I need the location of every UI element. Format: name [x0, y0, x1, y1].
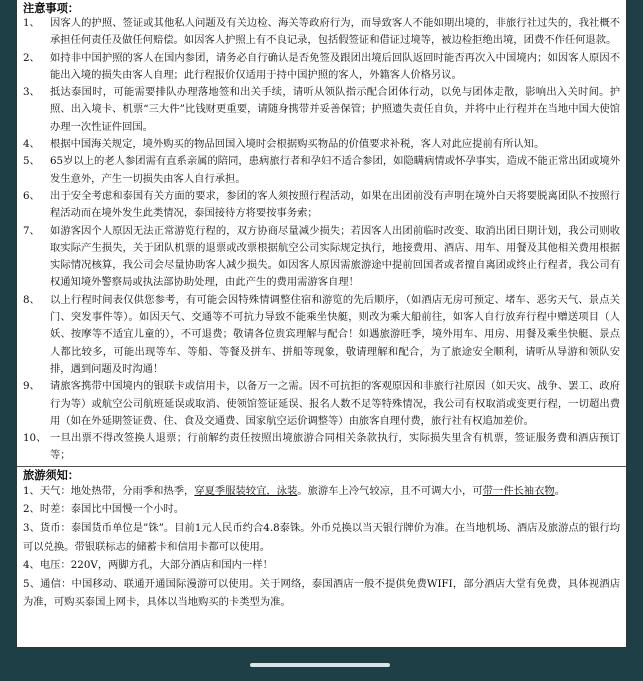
tip-weather-prefix: 1、天气：地处热带，分雨季和热季， — [23, 484, 195, 497]
item-text: 抵达泰国时，可能需要排队办理落地签和出关手续，请听从领队指示配合团体行动，以免与团体走散，影响出入关时间。护照、出入境卡、机票“三大件”比钱财更重要，请随身携带并妥善保管；护照遗失责任自负，并将中止行程并在当地中国大使馆办理一次性证件回国。 — [50, 86, 620, 133]
notice-item — [23, 223, 620, 292]
item-text: 如游客因个人原因无法正常游览行程的，双方协商尽量减少损失；若因客人出团前临时改变、取消出团日期计划，我公司则收取实际产生损失，关于团队机票的退票或改票根据航空公司实际规定执行，地接费用、酒店、用车、用餐及其他相关费用根据实际情况核算，我公司会尽量协助客人减少损失。如因客人原因需旅游途中提前回国者或者擅自离团或终止行程者，我公司有权通知境外警察局或执法部协助处理，由此产生的费用需游客自理！ — [50, 224, 620, 289]
tips-section — [17, 468, 626, 613]
notice-item — [23, 292, 620, 378]
item-text: 因客人的护照、签证或其他私人问题及有关边检、海关等政府行为，而导致客人不能如期出境的，非旅行社过失的，我社概不承担任何责任及做任何赔偿。如因客人护照上有不良记录，包括假签证和借证过境等，被边检拒绝出境，团费不作任何退款。 — [50, 17, 620, 47]
item-text: 一旦出票不得改签换人退票；行前解约责任按照出境旅游合同相关条款执行，实际损失里含有机票，签证服务费和酒店预订等； — [50, 432, 620, 462]
item-number: 1、 — [23, 17, 40, 29]
item-text: 请旅客携带中国境内的银联卡或信用卡，以备万一之需。因不可抗拒的客观原因和非旅行社原因（如天灾、战争、罢工、政府行为等）或航空公司航班延误或取消、使领馆签证延误、报名人数不足等特殊情况，我公司有权取消或变更行程，一切超出费用（如在外延期签证费、住、食及交通费、国家航空运价调整等）由旅客自理付费，旅行社有权追加差价。 — [50, 380, 620, 427]
item-text: 如持非中国护照的客人在国内参团，请务必自行确认是否免签及跟团出境后回队返回时能否再次入中国境内；如因客人原因不能出入境的损失由客人自理；此行程报价仅适用于持中国护照的客人，外籍客人价格另议。 — [50, 51, 620, 81]
notice-item — [23, 153, 620, 188]
item-text: 65岁以上的老人参团需有直系亲属的陪同，患病旅行者和孕妇不适合参团，如隐瞒病情或怀孕事实，造成不能正常出团或境外发生意外，产生一切损失由客人自行承担。 — [50, 155, 620, 185]
item-text: 出于安全考虑和泰国有关方面的要求，参团的客人须按照行程活动，如果在出团前没有声明在境外白天将要脱离团队不按照行程活动而在境外发生此类情况，泰国接待方将要按事务索； — [50, 189, 620, 220]
notice-item — [23, 15, 620, 50]
item-number: 2、 — [23, 51, 40, 64]
notice-item — [23, 430, 620, 465]
notice-item — [23, 188, 620, 223]
item-text: 根据中国海关规定，境外购买的物品回国入境时会根据购买物品的价值要求补税，客人对此应提前有所认知。 — [50, 138, 545, 151]
tip-weather-suffix: 。 — [554, 484, 565, 497]
item-number: 7、 — [23, 224, 40, 237]
tip-item-weather — [23, 482, 620, 501]
notice-item — [23, 136, 620, 153]
item-number: 10、 — [23, 432, 47, 445]
notice-sheet — [16, 0, 627, 648]
tip-item-currency: 3、货币：泰国货币单位是”铢”。目前1元人民币约合4.8泰铢。外币兑换以当天银行牌价为准。在当地机场、酒店及旅游点的银行均可以兑换。带银联标志的储蓄卡和信用卡都可以使用。 — [23, 521, 620, 553]
item-text: 以上行程时间表仅供您参考，有可能会因特殊情调整住宿和游览的先后顺序，（如酒店无房可预定、堵车、恶劣天气、景点关门、突发事件等）。如因天气、交通等不可抗力导致不能乘坐快艇，则改为乘大船前往，如客人自行放弃行程中赠送项目（人妖、按摩等不适宜儿童的），不可退费；敬请各位贵宾理解与配合！如遇旅游旺季，境外用车、用房、用餐及乘坐快艇、景点人都比较多，可能出现等车、等船、等餐及拼车、拼船等现象，敬请理解和配合，为了旅途安全顺利，请听从导游和领队安排，遇到问题及时沟通！ — [50, 293, 620, 375]
notice-item — [23, 50, 620, 85]
notice-item — [23, 378, 620, 430]
notice-item — [23, 84, 620, 136]
tip-item-timezone: 2、时差：泰国比中国慢一个小时。 — [23, 503, 185, 516]
notice-title: 注意事项： — [23, 1, 79, 15]
tip-weather-underline-clothing: 穿夏季服装较宜，泳装 — [194, 484, 298, 497]
item-number: 5、 — [23, 155, 40, 168]
item-number: 4、 — [23, 138, 40, 151]
item-number: 9、 — [23, 380, 40, 393]
tips-title: 旅游须知： — [23, 467, 79, 482]
home-indicator-bar[interactable] — [250, 663, 390, 667]
tip-weather-underline-sleeves: 带一件长袖衣物 — [482, 484, 555, 497]
tip-item-communication: 5、通信：中国移动、联通开通国际漫游可以使用。关于网络，泰国酒店一般不提供免费WIFI，部分酒店大堂有免费，具体视酒店为准，可购买泰国上网卡，具体以当地购买的卡类型为准。 — [23, 577, 620, 609]
tip-item-voltage: 4、电压：220V，两脚方孔，大部分酒店和国内一样！ — [23, 559, 273, 572]
item-number: 6、 — [23, 189, 40, 202]
notice-section — [17, 1, 626, 467]
item-number: 8、 — [23, 293, 40, 306]
item-number: 3、 — [23, 86, 40, 99]
tip-weather-middle: 。旅游车上冷气较凉，且不可调大小，可 — [297, 484, 483, 497]
